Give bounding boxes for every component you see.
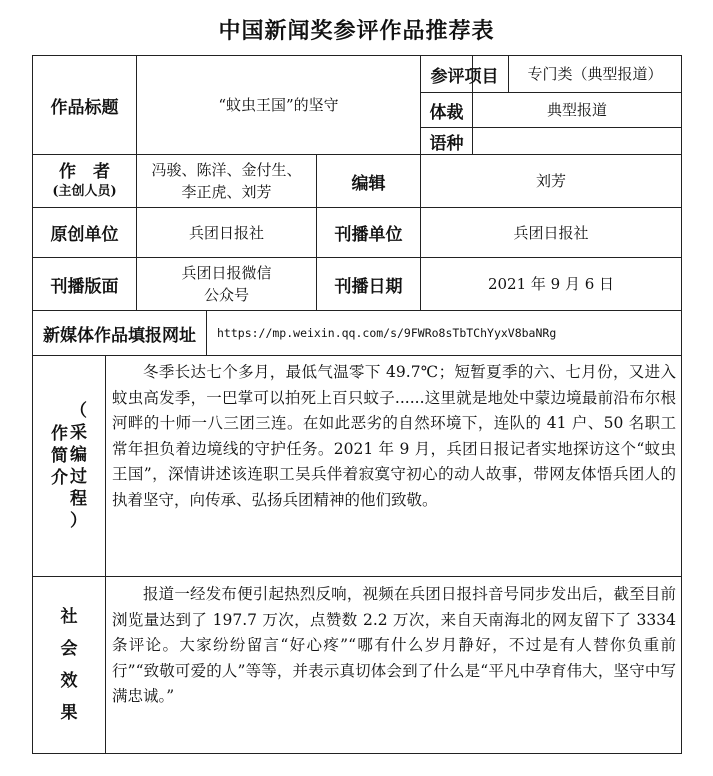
authors-value — [137, 155, 316, 207]
label-url: 新媒体作品填报网址 — [43, 325, 196, 346]
label-process-char: 作 — [51, 424, 68, 444]
category-value: 专门类（典型报道） — [527, 65, 663, 83]
label-process-char: 程 — [70, 489, 87, 509]
publish-date-value: 2021 年 9 月 6 日 — [487, 275, 615, 293]
label-process — [33, 356, 105, 576]
label-process-col-2 — [51, 423, 68, 489]
label-author — [33, 155, 136, 207]
publish-section-value — [137, 258, 316, 310]
label-process-char: 编 — [70, 445, 87, 465]
publish-section-line-1: 兵团日报微信 — [181, 264, 272, 282]
label-process-char: 介 — [51, 468, 68, 488]
label-author-sub: (主创人员) — [52, 184, 117, 199]
label-effect — [33, 577, 105, 753]
label-publish-date: 刊播日期 — [334, 276, 403, 297]
label-genre: 体裁 — [429, 102, 464, 123]
language-value — [473, 128, 681, 154]
label-process-char: 采 — [70, 423, 87, 443]
label-publish-section: 刊播版面 — [50, 276, 119, 297]
url-value[interactable]: https://mp.weixin.qq.com/s/9FWRo8sTbTChYyxV8baNRg — [217, 326, 557, 340]
label-process-char: 简 — [51, 446, 68, 466]
label-effect-char: 社 — [60, 607, 78, 627]
authors-line-1: 冯骏、陈洋、金付生、 — [151, 161, 302, 179]
label-category: 参评项目 — [430, 66, 499, 87]
label-effect-col — [61, 601, 78, 729]
label-process-char: （ — [70, 401, 87, 421]
label-process-char: ） — [70, 511, 87, 531]
label-original-unit: 原创单位 — [50, 225, 119, 245]
label-language: 语种 — [429, 133, 464, 154]
label-author-main: 作 者 — [59, 162, 110, 182]
label-effect-char: 效 — [60, 671, 78, 691]
page-title: 中国新闻奖参评作品推荐表 — [218, 18, 495, 44]
label-effect-char: 会 — [60, 639, 78, 659]
label-work-title: 作品标题 — [50, 97, 119, 118]
publish-unit-value: 兵团日报社 — [513, 223, 589, 242]
authors-line-2: 李正虎、刘芳 — [181, 183, 272, 201]
genre-value: 典型报道 — [546, 101, 607, 119]
editor-value: 刘芳 — [535, 172, 566, 190]
label-process-char: 过 — [70, 467, 87, 487]
work-title-value: “蚊虫王国”的坚守 — [218, 96, 339, 114]
effect-text: 报道一经发布便引起热烈反响，视频在兵团日报抖音号同步发出后，截至目前浏览量达到了 197.7 万次，点赞数 2.2 万次，来自天南海北的网友留下了 3334 条评论。大家纷纷留言“好心疼”“哪有什么岁月静好，不过是有人替你负重前行”“致敬可爱的人”等等，并表示真切体会到了什么是“平凡中孕育伟大，坚守中写满忠诚。” — [112, 585, 676, 706]
original-unit-value: 兵团日报社 — [188, 223, 264, 242]
label-publish-unit: 刊播单位 — [334, 225, 403, 245]
label-process-col-1 — [70, 400, 87, 532]
publish-section-line-2: 公众号 — [203, 286, 249, 304]
process-text: 冬季长达七个多月，最低气温零下 49.7℃；短暂夏季的六、七月份，又进入蚊虫高发季，一巴掌可以拍死上百只蚊子......这里就是地处中蒙边境最前沿布尔根河畔的十师一八三团三连。在如此恶劣的自然环境下，连队的 41 户、50 名职工常年担负着边境线的守护任务。2021 年 9 月，兵团日报记者实地探访这个“蚊虫王国”，深情讲述该连职工吴兵伴着寂寞守初心的动人故事，带网友体悟兵团人的执着坚守，向传承、弘扬兵团精神的他们致敬。 — [112, 363, 676, 509]
label-editor: 编辑 — [351, 173, 386, 194]
label-effect-char: 果 — [60, 703, 78, 723]
